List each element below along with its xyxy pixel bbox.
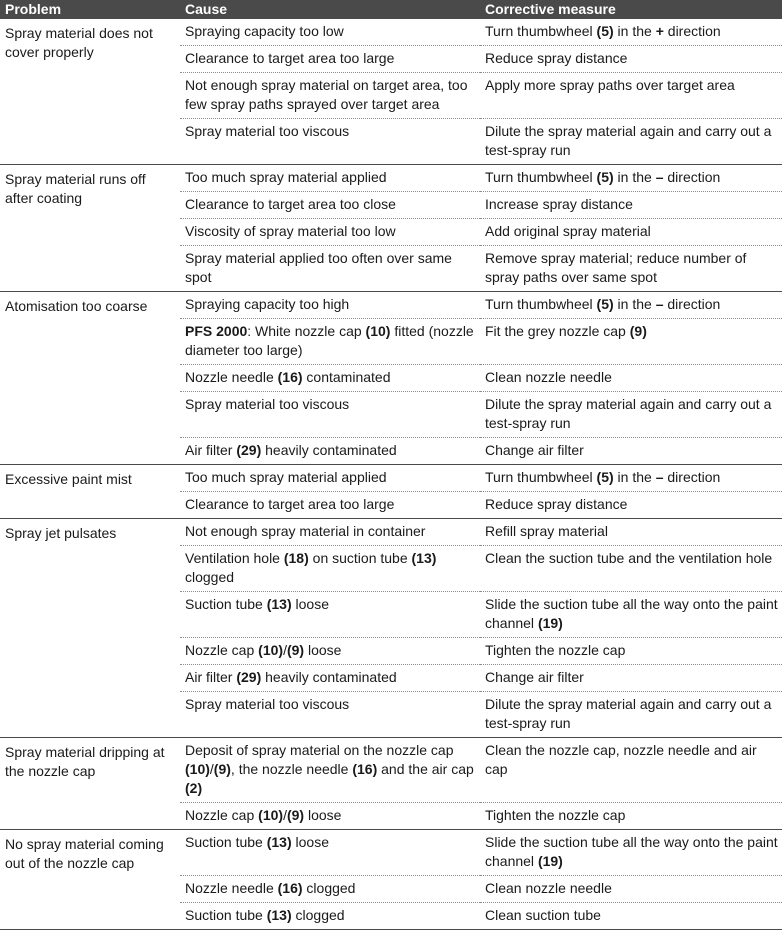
table-row — [0, 292, 782, 319]
measure-cell: Reduce spray distance — [480, 492, 782, 519]
problem-cell: Spray jet pulsates — [0, 519, 180, 738]
cause-cell: Clearance to target area too close — [180, 192, 480, 219]
measure-cell: Fit the grey nozzle cap (9) — [480, 319, 782, 365]
cause-cell: Suction tube (13) loose — [180, 830, 480, 876]
measure-cell: Turn thumbwheel (5) in the – direction — [480, 292, 782, 319]
measure-cell: Tighten the nozzle cap — [480, 638, 782, 665]
measure-cell: Change air filter — [480, 438, 782, 465]
table-row — [0, 19, 782, 46]
cause-cell: Not enough spray material on target area, too few spray paths sprayed over target area — [180, 73, 480, 119]
cause-cell: Suction tube (13) loose — [180, 592, 480, 638]
reference-number: (16) — [352, 761, 378, 777]
cause-cell: Nozzle needle (16) clogged — [180, 876, 480, 903]
reference-number: (29) — [236, 442, 262, 458]
measure-cell: Tighten the nozzle cap — [480, 803, 782, 830]
measure-cell: Remove spray material; reduce number of spray paths over same spot — [480, 246, 782, 292]
reference-number: (13) — [411, 550, 437, 566]
cause-cell: Ventilation hole (18) on suction tube (13) clogged — [180, 546, 480, 592]
measure-cell: Clean nozzle needle — [480, 876, 782, 903]
reference-number: (29) — [236, 669, 262, 685]
cause-cell: Not enough spray material in container — [180, 519, 480, 546]
reference-number: PFS 2000 — [185, 323, 248, 339]
measure-cell: Slide the suction tube all the way onto the paint channel (19) — [480, 830, 782, 876]
reference-number: (5) — [596, 296, 614, 312]
header-cause: Cause — [180, 0, 480, 19]
cause-cell: Spray material applied too often over same spot — [180, 246, 480, 292]
measure-cell: Clean the nozzle cap, nozzle needle and air cap — [480, 738, 782, 803]
cause-cell: Air filter (29) heavily contaminated — [180, 665, 480, 692]
measure-cell: Increase spray distance — [480, 192, 782, 219]
reference-number: (5) — [596, 469, 614, 485]
cause-cell: Too much spray material applied — [180, 165, 480, 192]
reference-number: (5) — [596, 169, 614, 185]
measure-cell: Dilute the spray material again and carry out a test-spray run — [480, 692, 782, 738]
cause-cell: Deposit of spray material on the nozzle cap (10)/(9), the nozzle needle (16) and the air cap (2) — [180, 738, 480, 803]
reference-number: (19) — [537, 615, 563, 631]
cause-cell: Clearance to target area too large — [180, 492, 480, 519]
reference-number: (13) — [266, 834, 292, 850]
cause-cell: Air filter (29) heavily contaminated — [180, 438, 480, 465]
measure-cell: Apply more spray paths over target area — [480, 73, 782, 119]
cause-cell: Nozzle cap (10)/(9) loose — [180, 803, 480, 830]
problem-cell: Excessive paint mist — [0, 465, 180, 519]
reference-number: (16) — [277, 880, 303, 896]
cause-cell: Clearance to target area too large — [180, 46, 480, 73]
reference-number: – — [655, 169, 664, 185]
cause-cell: Spraying capacity too low — [180, 19, 480, 46]
reference-number: (13) — [266, 907, 292, 923]
reference-number: (13) — [266, 596, 292, 612]
measure-cell: Turn thumbwheel (5) in the + direction — [480, 19, 782, 46]
reference-number: – — [655, 296, 664, 312]
reference-number: (9) — [213, 761, 231, 777]
problem-cell: Spray material dripping at the nozzle cap — [0, 738, 180, 830]
table-row — [0, 738, 782, 803]
cause-cell: Nozzle cap (10)/(9) loose — [180, 638, 480, 665]
table-row — [0, 830, 782, 876]
measure-cell: Clean suction tube — [480, 903, 782, 930]
cause-cell: Viscosity of spray material too low — [180, 219, 480, 246]
measure-cell: Slide the suction tube all the way onto the paint channel (19) — [480, 592, 782, 638]
reference-number: (9) — [629, 323, 647, 339]
reference-number: (2) — [185, 780, 203, 796]
reference-number: (16) — [277, 369, 303, 385]
reference-number: + — [655, 23, 664, 39]
cause-cell: Spray material too viscous — [180, 692, 480, 738]
reference-number: (10) — [258, 807, 284, 823]
cause-cell: Suction tube (13) clogged — [180, 903, 480, 930]
problem-cell: No spray material coming out of the nozzle cap — [0, 830, 180, 930]
measure-cell: Clean nozzle needle — [480, 365, 782, 392]
table-header — [0, 0, 782, 19]
reference-number: – — [655, 469, 664, 485]
problem-cell: Spray material does not cover properly — [0, 19, 180, 165]
cause-cell: Spray material too viscous — [180, 119, 480, 165]
table-row — [0, 465, 782, 492]
reference-number: (10) — [185, 761, 210, 777]
reference-number: (10) — [258, 642, 284, 658]
cause-cell: Nozzle needle (16) contaminated — [180, 365, 480, 392]
header-measure: Corrective measure — [480, 0, 782, 19]
table-row — [0, 519, 782, 546]
measure-cell: Reduce spray distance — [480, 46, 782, 73]
reference-number: (5) — [596, 23, 614, 39]
header-problem: Problem — [0, 0, 180, 19]
measure-cell: Change air filter — [480, 665, 782, 692]
reference-number: (18) — [283, 550, 309, 566]
measure-cell: Clean the suction tube and the ventilation hole — [480, 546, 782, 592]
measure-cell: Dilute the spray material again and carry out a test-spray run — [480, 119, 782, 165]
table-row — [0, 165, 782, 192]
header-row — [0, 0, 782, 19]
reference-number: (10) — [365, 323, 391, 339]
measure-cell: Turn thumbwheel (5) in the – direction — [480, 465, 782, 492]
cause-cell: Too much spray material applied — [180, 465, 480, 492]
problem-cell: Atomisation too coarse — [0, 292, 180, 465]
measure-cell: Add original spray material — [480, 219, 782, 246]
cause-cell: Spray material too viscous — [180, 392, 480, 438]
reference-number: (9) — [286, 807, 305, 823]
problem-cell: Spray material runs off after coating — [0, 165, 180, 292]
cause-cell: Spraying capacity too high — [180, 292, 480, 319]
reference-number: (19) — [537, 853, 563, 869]
reference-number: (9) — [286, 642, 305, 658]
measure-cell: Dilute the spray material again and carry out a test-spray run — [480, 392, 782, 438]
measure-cell: Turn thumbwheel (5) in the – direction — [480, 165, 782, 192]
cause-cell: PFS 2000: White nozzle cap (10) fitted (nozzle diameter too large) — [180, 319, 480, 365]
table-body — [0, 19, 782, 930]
measure-cell: Refill spray material — [480, 519, 782, 546]
